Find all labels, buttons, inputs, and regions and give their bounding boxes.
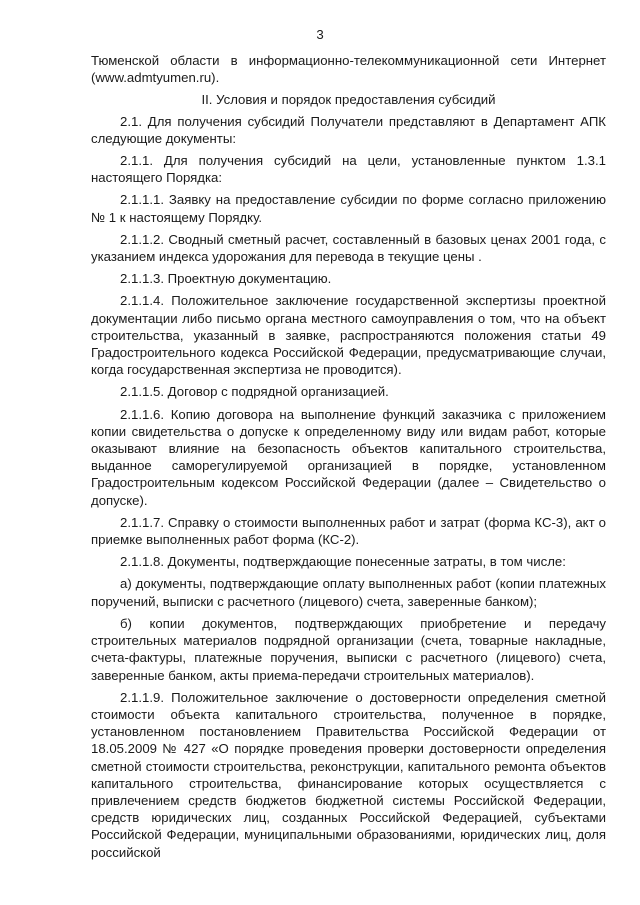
paragraph-2-1-1-7: 2.1.1.7. Справку о стоимости выполненных работ и затрат (форма КС-3), акт о приемке выполненных работ форма (КС-2). — [91, 514, 606, 548]
page-number: 3 — [316, 27, 324, 42]
list-item-b: б) копии документов, подтверждающих приобретение и передачу строительных материалов подрядной организации (счета, товарные накладные, счета-фактуры, платежные поручения, выписки с расчетного (лицевого) счета, заверенные банком, акты приема-передачи строительных материалов). — [91, 615, 606, 683]
paragraph-2-1-1-2: 2.1.1.2. Сводный сметный расчет, составленный в базовых ценах 2001 года, с указанием индекса удорожания для перевода в текущие цены . — [91, 231, 606, 265]
paragraph-2-1: 2.1. Для получения субсидий Получатели представляют в Департамент АПК следующие документы: — [91, 113, 606, 146]
document-body — [91, 52, 606, 866]
paragraph-2-1-1-8: 2.1.1.8. Документы, подтверждающие понесенные затраты, в том числе: — [120, 554, 566, 570]
paragraph-2-1-1-9: 2.1.1.9. Положительное заключение о достоверности определения сметной стоимости объекта капитального строительства, полученное в порядке, установленном постановлением Правительства Российской Федерации от 18.05.2009 № 427 «О порядке проведения проверки достоверности определения сметной стоимости строительства, реконструкции, капитального ремонта объектов капитального строительства, финансирование которых осуществляется с привлечением средств бюджетов бюджетной системы Российской Федерации, средств юридических лиц, созданных Российской Федерацией, субъектами Российской Федерации, муниципальными образованиями, юридических лиц, доля российской — [91, 689, 606, 860]
paragraph-intro: Тюменской области в информационно-телекоммуникационной сети Интернет (www.admtyumen.ru). — [91, 53, 606, 86]
paragraph-2-1-1-1: 2.1.1.1. Заявку на предоставление субсидии по форме согласно приложению № 1 к настоящему Порядку. — [91, 192, 606, 225]
paragraph-2-1-1-5: 2.1.1.5. Договор с подрядной организацией. — [120, 384, 389, 400]
paragraph-2-1-1-3: 2.1.1.3. Проектную документацию. — [120, 271, 332, 287]
paragraph-2-1-1: 2.1.1. Для получения субсидий на цели, установленные пунктом 1.3.1 настоящего Порядка: — [91, 153, 606, 186]
paragraph-2-1-1-4: 2.1.1.4. Положительное заключение государственной экспертизы проектной документации либо письмо органа местного самоуправления о том, что на объект строительства, указанный в заявке, распространяются положения статьи 49 Градостроительного кодекса Российской Федерации, предусматривающие случаи, когда государственная экспертиза не проводится). — [91, 293, 606, 378]
section-heading: II. Условия и порядок предоставления субсидий — [201, 92, 496, 108]
paragraph-2-1-1-6: 2.1.1.6. Копию договора на выполнение функций заказчика с приложением копии свидетельства о допуске к определенному виду или видам работ, которые оказывают влияние на безопасность объектов капитального строительства, выданное саморегулируемой организацией в порядке, установленном Градостроительным кодексом Российской Федерации (далее – Свидетельство о допуске). — [91, 406, 606, 508]
list-item-a: а) документы, подтверждающие оплату выполненных работ (копии платежных поручений, выписки с расчетного (лицевого) счета, заверенные банком); — [91, 576, 606, 609]
